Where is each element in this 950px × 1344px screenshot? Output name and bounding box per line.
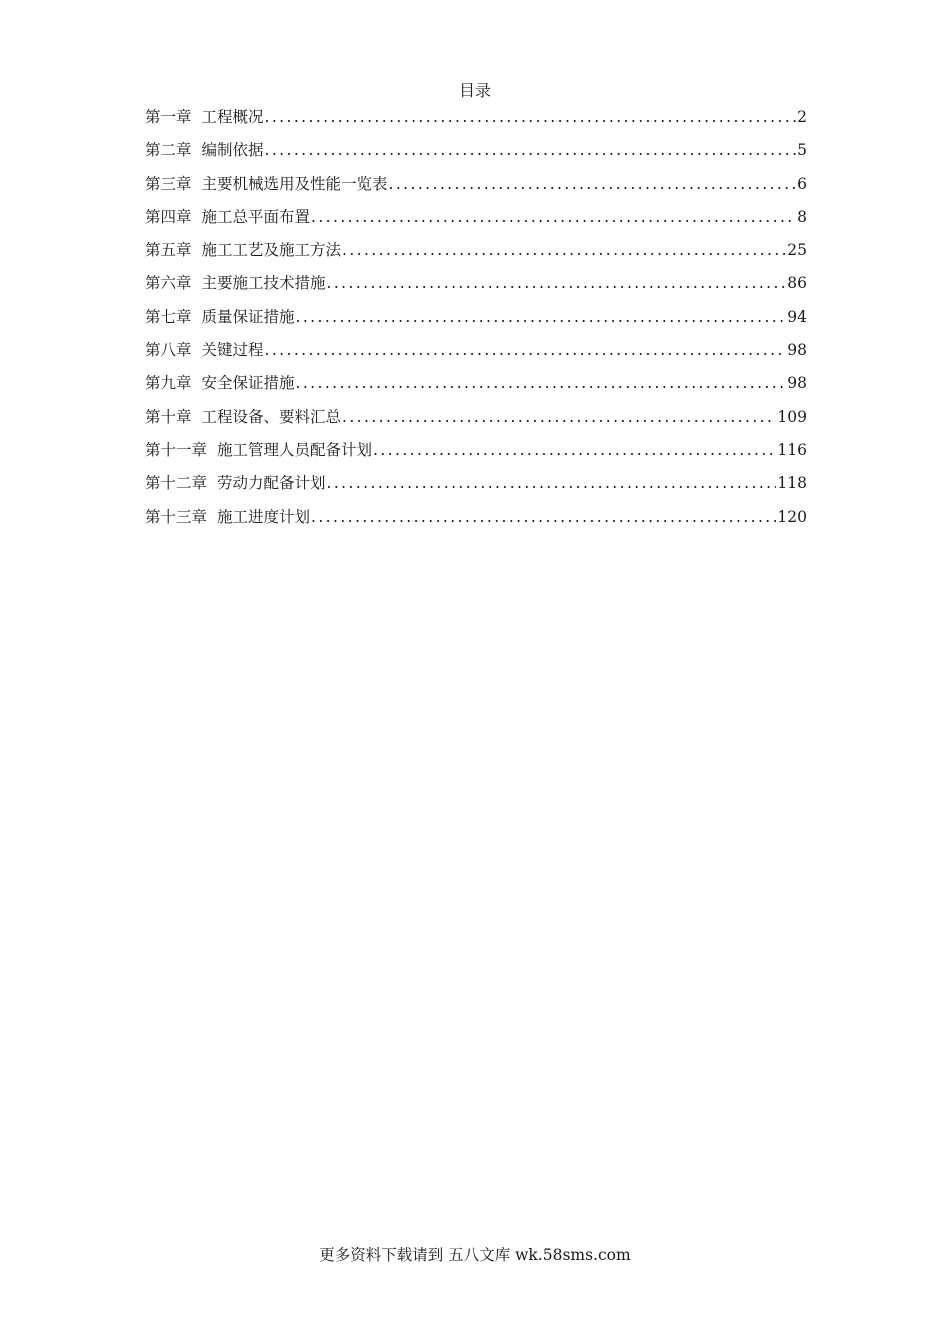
toc-page-number: 120 — [777, 507, 807, 526]
toc-chapter-number: 第十章 — [145, 407, 192, 426]
toc-entry[interactable] — [145, 403, 807, 436]
toc-page-number: 118 — [777, 474, 807, 493]
toc-entry[interactable] — [145, 503, 807, 536]
toc-chapter-number: 第六章 — [145, 274, 192, 293]
toc-page-number: 86 — [787, 274, 807, 293]
toc-chapter-title: 施工管理人员配备计划 — [217, 440, 373, 459]
toc-dot-leader — [265, 103, 797, 131]
toc-chapter-title: 施工总平面布置 — [201, 207, 311, 226]
toc-chapter-title: 工程概况 — [201, 108, 264, 126]
toc-list — [145, 103, 807, 536]
toc-entry[interactable] — [145, 203, 807, 236]
toc-chapter-number: 第十三章 — [145, 507, 208, 526]
toc-chapter-number: 第三章 — [145, 174, 192, 193]
toc-chapter-title: 安全保证措施 — [201, 374, 295, 393]
toc-dot-leader — [327, 269, 787, 297]
toc-page-number: 98 — [787, 374, 807, 393]
toc-chapter-title: 施工工艺及施工方法 — [201, 241, 342, 260]
toc-dot-leader — [311, 203, 796, 231]
toc-dot-leader — [265, 136, 797, 164]
toc-chapter-title: 关键过程 — [201, 341, 264, 360]
toc-chapter-number: 第七章 — [145, 307, 192, 326]
toc-dot-leader — [296, 369, 787, 397]
toc-page-number: 116 — [777, 440, 807, 459]
footer-note: 更多资料下载请到 五八文库 wk.58sms.com — [319, 1246, 631, 1264]
toc-entry[interactable] — [145, 236, 807, 269]
toc-chapter-title: 主要施工技术措施 — [201, 274, 326, 293]
toc-chapter-number: 第十二章 — [145, 474, 208, 493]
toc-page-number: 25 — [787, 241, 807, 260]
toc-chapter-number: 第九章 — [145, 374, 192, 393]
toc-entry[interactable] — [145, 170, 807, 203]
toc-page-number: 98 — [787, 341, 807, 360]
toc-chapter-title: 主要机械选用及性能一览表 — [201, 174, 388, 193]
toc-chapter-title: 质量保证措施 — [201, 307, 295, 326]
toc-page-number: 6 — [797, 174, 807, 193]
toc-chapter-title: 劳动力配备计划 — [217, 474, 326, 493]
toc-dot-leader — [342, 403, 776, 431]
toc-dot-leader — [389, 170, 797, 198]
toc-page-number: 5 — [797, 141, 807, 160]
toc-entry[interactable] — [145, 303, 807, 336]
toc-chapter-number: 第五章 — [145, 241, 192, 260]
toc-entry[interactable] — [145, 436, 807, 469]
toc-dot-leader — [311, 503, 776, 531]
toc-title: 目录 — [458, 81, 491, 100]
toc-dot-leader — [296, 303, 787, 331]
toc-entry[interactable] — [145, 103, 807, 136]
toc-entry[interactable] — [145, 369, 807, 402]
toc-chapter-number: 第四章 — [145, 207, 192, 226]
toc-dot-leader — [342, 236, 786, 264]
toc-entry[interactable] — [145, 469, 807, 502]
toc-entry[interactable] — [145, 136, 807, 169]
toc-page-number: 2 — [797, 108, 807, 126]
toc-chapter-title: 编制依据 — [201, 141, 264, 160]
toc-chapter-title: 工程设备、要料汇总 — [201, 407, 342, 426]
toc-chapter-number: 第二章 — [145, 141, 192, 160]
toc-dot-leader — [373, 436, 776, 464]
toc-page-number: 94 — [787, 307, 807, 326]
toc-chapter-title: 施工进度计划 — [217, 507, 311, 526]
toc-entry[interactable] — [145, 269, 807, 302]
toc-dot-leader — [327, 469, 777, 497]
toc-chapter-number: 第十一章 — [145, 440, 208, 459]
toc-chapter-number: 第八章 — [145, 341, 192, 360]
toc-page-number: 109 — [777, 407, 807, 426]
toc-page-number: 8 — [797, 207, 807, 226]
toc-chapter-number: 第一章 — [145, 108, 192, 126]
toc-dot-leader — [265, 336, 787, 364]
toc-entry[interactable] — [145, 336, 807, 369]
